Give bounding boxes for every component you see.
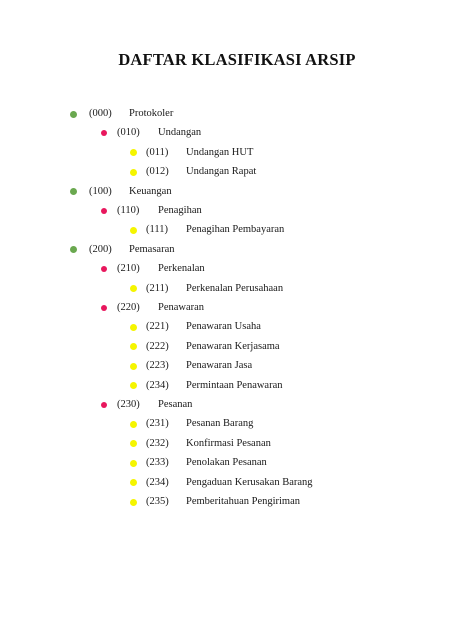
list-item bbox=[70, 184, 172, 200]
item-code: (234) bbox=[146, 476, 169, 488]
list-item bbox=[130, 145, 253, 161]
list-item bbox=[130, 319, 261, 335]
bullet-dot-icon bbox=[101, 130, 107, 136]
item-code: (231) bbox=[146, 418, 169, 430]
item-label: Penawaran bbox=[158, 302, 205, 313]
item-label: Penolakan Pesanan bbox=[186, 457, 267, 469]
item-code: (235) bbox=[146, 496, 169, 507]
item-label: Undangan bbox=[158, 127, 202, 139]
item-label: Keuangan bbox=[129, 185, 172, 197]
list-item bbox=[130, 436, 271, 452]
list-item bbox=[101, 125, 201, 141]
list-item bbox=[130, 475, 313, 491]
item-code: (211) bbox=[146, 282, 169, 294]
bullet-dot-icon bbox=[130, 460, 137, 467]
bullet-dot-icon bbox=[70, 111, 77, 118]
list-item bbox=[130, 455, 267, 471]
item-label: Pemasaran bbox=[129, 243, 175, 255]
bullet-dot-icon bbox=[130, 382, 137, 389]
list-item bbox=[130, 494, 300, 510]
item-label: Undangan Rapat bbox=[186, 166, 257, 178]
item-code: (223) bbox=[146, 360, 169, 372]
list-item bbox=[101, 300, 204, 316]
bullet-dot-icon bbox=[70, 188, 77, 195]
list-item bbox=[70, 242, 174, 258]
bullet-dot-icon bbox=[130, 227, 137, 234]
list-item bbox=[101, 397, 192, 413]
bullet-dot-icon bbox=[130, 285, 137, 292]
list-item bbox=[101, 203, 202, 219]
item-code: (233) bbox=[146, 457, 169, 469]
item-label: Perkenalan bbox=[158, 263, 205, 275]
item-code: (000) bbox=[89, 108, 112, 119]
bullet-dot-icon bbox=[130, 149, 137, 156]
item-label: Konfirmasi Pesanan bbox=[186, 437, 271, 449]
list-item bbox=[70, 106, 173, 122]
item-code: (210) bbox=[117, 263, 140, 275]
item-code: (110) bbox=[117, 205, 140, 216]
bullet-dot-icon bbox=[130, 343, 137, 350]
bullet-dot-icon bbox=[130, 499, 137, 506]
bullet-dot-icon bbox=[130, 479, 137, 486]
item-code: (230) bbox=[117, 399, 140, 410]
list-item bbox=[130, 378, 283, 394]
item-label: Penagihan Pembayaran bbox=[186, 224, 285, 236]
item-code: (010) bbox=[117, 127, 140, 139]
item-code: (221) bbox=[146, 321, 169, 333]
list-item bbox=[130, 164, 256, 180]
list-item bbox=[130, 281, 283, 297]
bullet-dot-icon bbox=[101, 305, 107, 311]
item-label: Undangan HUT bbox=[186, 146, 254, 158]
list-item bbox=[130, 222, 284, 238]
item-label: Pesanan Barang bbox=[186, 418, 254, 430]
bullet-dot-icon bbox=[101, 402, 107, 408]
page-title: DAFTAR KLASIFIKASI ARSIP bbox=[118, 50, 356, 69]
item-label: Pemberitahuan Pengiriman bbox=[186, 496, 301, 507]
item-label: Protokoler bbox=[129, 108, 174, 119]
item-label: Penawaran Jasa bbox=[186, 360, 253, 372]
bullet-dot-icon bbox=[130, 363, 137, 370]
item-code: (232) bbox=[146, 437, 169, 449]
item-code: (012) bbox=[146, 166, 169, 178]
item-label: Penawaran Usaha bbox=[186, 321, 261, 333]
list-item bbox=[130, 416, 253, 432]
list-item bbox=[130, 358, 252, 374]
item-code: (011) bbox=[146, 146, 169, 158]
bullet-dot-icon bbox=[130, 440, 137, 447]
item-label: Perkenalan Perusahaan bbox=[186, 282, 284, 294]
item-label: Pesanan bbox=[158, 399, 193, 410]
bullet-dot-icon bbox=[130, 324, 137, 331]
bullet-dot-icon bbox=[101, 266, 107, 272]
item-label: Pengaduan Kerusakan Barang bbox=[186, 476, 313, 488]
bullet-dot-icon bbox=[130, 421, 137, 428]
item-label: Penagihan bbox=[158, 205, 202, 216]
item-code: (220) bbox=[117, 302, 140, 313]
item-code: (200) bbox=[89, 243, 112, 255]
bullet-dot-icon bbox=[70, 246, 77, 253]
item-code: (234) bbox=[146, 379, 169, 391]
list-item bbox=[101, 261, 205, 277]
item-label: Penawaran Kerjasama bbox=[186, 340, 280, 352]
item-code: (100) bbox=[89, 185, 112, 197]
list-item bbox=[130, 339, 280, 355]
item-label: Permintaan Penawaran bbox=[186, 379, 283, 391]
item-code: (222) bbox=[146, 340, 169, 352]
item-code: (111) bbox=[146, 224, 168, 236]
bullet-dot-icon bbox=[130, 169, 137, 176]
bullet-dot-icon bbox=[101, 208, 107, 214]
